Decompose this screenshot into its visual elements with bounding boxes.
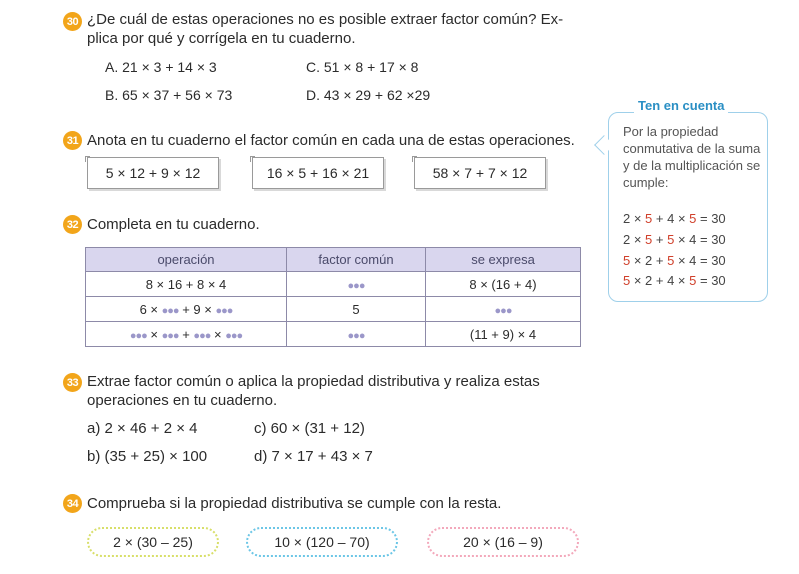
option-c: C. 51 × 8 + 17 × 8 xyxy=(306,59,419,75)
table-cell: ●●● xyxy=(426,297,581,322)
table-cell: ●●● xyxy=(287,322,426,347)
tip-equation: 2 × 5 + 5 × 4 = 30 xyxy=(623,232,726,247)
table-row xyxy=(86,297,581,322)
table-cell: 6 × ●●● + 9 × ●●● xyxy=(86,297,287,322)
question-34-text: Comprueba si la propiedad distributiva se cumple con la resta. xyxy=(87,495,502,512)
tip-equation: 5 × 2 + 4 × 5 = 30 xyxy=(623,273,726,288)
question-number-badge: 30 xyxy=(63,12,82,31)
table-cell: (11 + 9) × 4 xyxy=(426,322,581,347)
expression-pill: 2 × (30 – 25) xyxy=(87,527,219,557)
question-number-badge: 31 xyxy=(63,131,82,150)
question-32-text: Completa en tu cuaderno. xyxy=(87,216,260,233)
tip-body: Por la propiedad conmutativa de la suma y de la multiplicación se cumple: xyxy=(623,124,761,190)
table-row xyxy=(86,322,581,347)
expression-box: 5 × 12 + 9 × 12 xyxy=(87,157,219,189)
question-31-text: Anota en tu cuaderno el factor común en cada una de estas operaciones. xyxy=(87,132,575,149)
table-cell: 8 × (16 + 4) xyxy=(426,272,581,297)
question-33-line2: operaciones en tu cuaderno. xyxy=(87,392,278,409)
table-cell: 8 × 16 + 8 × 4 xyxy=(86,272,287,297)
tip-equation: 5 × 2 + 5 × 4 = 30 xyxy=(623,253,726,268)
item-a: a) 2 × 46 + 2 × 4 xyxy=(87,420,198,437)
option-d: D. 43 × 29 + 62 ×29 xyxy=(306,87,431,103)
question-33-line1: Extrae factor común o aplica la propiedad distributiva y realiza estas xyxy=(87,373,540,390)
expression-pill: 10 × (120 – 70) xyxy=(246,527,398,557)
column-header: factor común xyxy=(287,248,426,272)
table-cell: ●●● × ●●● + ●●● × ●●● xyxy=(86,322,287,347)
item-d: d) 7 × 17 + 43 × 7 xyxy=(254,448,373,465)
tip-equation: 2 × 5 + 4 × 5 = 30 xyxy=(623,211,726,226)
question-number-badge: 34 xyxy=(63,494,82,513)
column-header: se expresa xyxy=(426,248,581,272)
item-b: b) (35 + 25) × 100 xyxy=(87,448,208,465)
question-number-badge: 32 xyxy=(63,215,82,234)
option-b: B. 65 × 37 + 56 × 73 xyxy=(105,87,233,103)
expression-box: 16 × 5 + 16 × 21 xyxy=(252,157,384,189)
table-row xyxy=(86,272,581,297)
question-number-badge: 33 xyxy=(63,373,82,392)
question-30-line2: plica por qué y corrígela en tu cuaderno. xyxy=(87,30,356,47)
column-header: operación xyxy=(86,248,287,272)
question-30-line1: ¿De cuál de estas operaciones no es posible extraer factor común? Ex- xyxy=(87,11,564,28)
tip-title: Ten en cuenta xyxy=(634,98,728,113)
expression-box: 58 × 7 + 7 × 12 xyxy=(414,157,546,189)
expression-pill: 20 × (16 – 9) xyxy=(427,527,579,557)
option-a: A. 21 × 3 + 14 × 3 xyxy=(105,59,217,75)
table-cell: 5 xyxy=(287,297,426,322)
operations-table xyxy=(85,247,581,347)
table-cell: ●●● xyxy=(287,272,426,297)
item-c: c) 60 × (31 + 12) xyxy=(254,420,365,437)
